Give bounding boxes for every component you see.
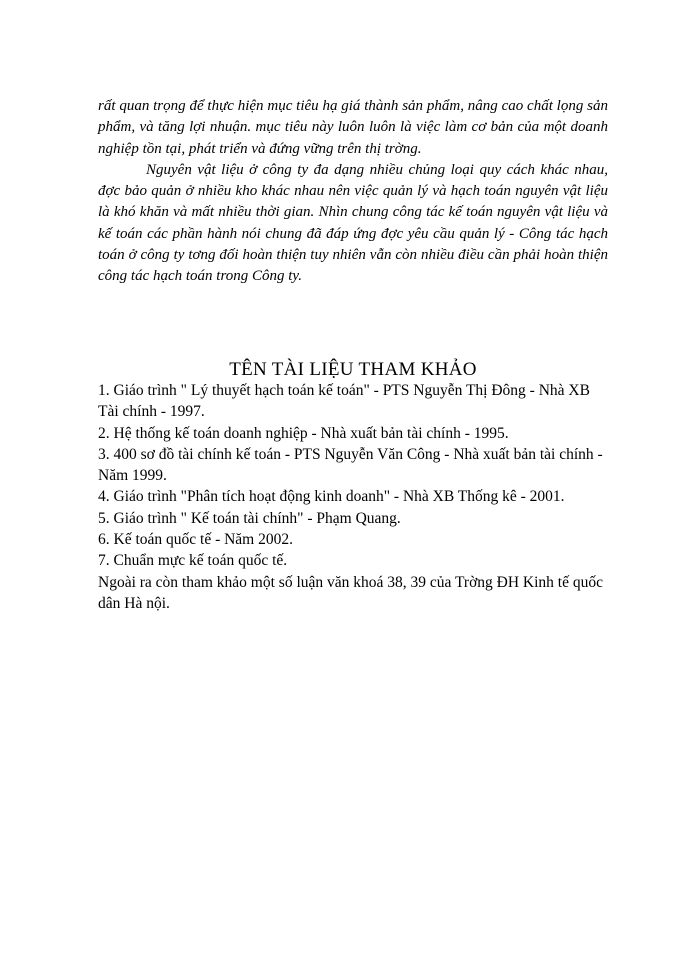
reference-item: 5. Giáo trình " Kế toán tài chính" - Phạm Quang.: [98, 509, 401, 527]
reference-item: 7. Chuẩn mực kế toán quốc tế.: [98, 552, 288, 570]
body-paragraph-1: rất quan trọng để thực hiện mục tiêu hạ giá thành sản phẩm, nâng cao chất lọng sản phẩm, và tăng lợi nhuận. mục tiêu này luôn luôn là việc làm cơ bản của một doanh nghiệp tồn tại, phát triển và đứng vững trên thị trờng.: [98, 98, 608, 157]
reference-item: 4. Giáo trình "Phân tích hoạt động kinh doanh" - Nhà XB Thống kê - 2001.: [98, 488, 565, 506]
reference-item: 3. 400 sơ đồ tài chính kế toán - PTS Nguyễn Văn Công - Nhà xuất bản tài chính - Năm 1999.: [98, 445, 603, 485]
conclusion-text: [98, 96, 608, 288]
references-list: [98, 380, 613, 614]
reference-item: 1. Giáo trình " Lý thuyết hạch toán kế toán" - PTS Nguyễn Thị Đông - Nhà XB Tài chính - 1997.: [98, 382, 590, 421]
references-note: Ngoài ra còn tham khảo một số luận văn khoá 38, 39 của Trờng ĐH Kinh tế quốc dân Hà nội.: [98, 573, 603, 612]
references-heading: TÊN TÀI LIỆU THAM KHẢO: [229, 359, 477, 380]
reference-item: 2. Hệ thống kế toán doanh nghiệp - Nhà xuất bản tài chính - 1995.: [98, 424, 509, 442]
reference-item: 6. Kế toán quốc tế - Năm 2002.: [98, 531, 293, 549]
body-paragraph-2: Nguyên vật liệu ở công ty đa dạng nhiều chủng loại quy cách khác nhau, đợc bảo quản ở nhiều kho khác nhau nên việc quản lý và hạch toán nguyên vật liệu là khó khăn và mất nhiều thời gian. Nhìn chung công tác kế toán nguyên vật liệu và kế toán các phần hành nói chung đã đáp ứng đợc yêu cầu quản lý - Công tác hạch toán ở công ty tơng đối hoàn thiện tuy nhiên vẫn còn nhiều điều cần phải hoàn thiện công tác hạch toán trong Công ty.: [98, 161, 608, 285]
